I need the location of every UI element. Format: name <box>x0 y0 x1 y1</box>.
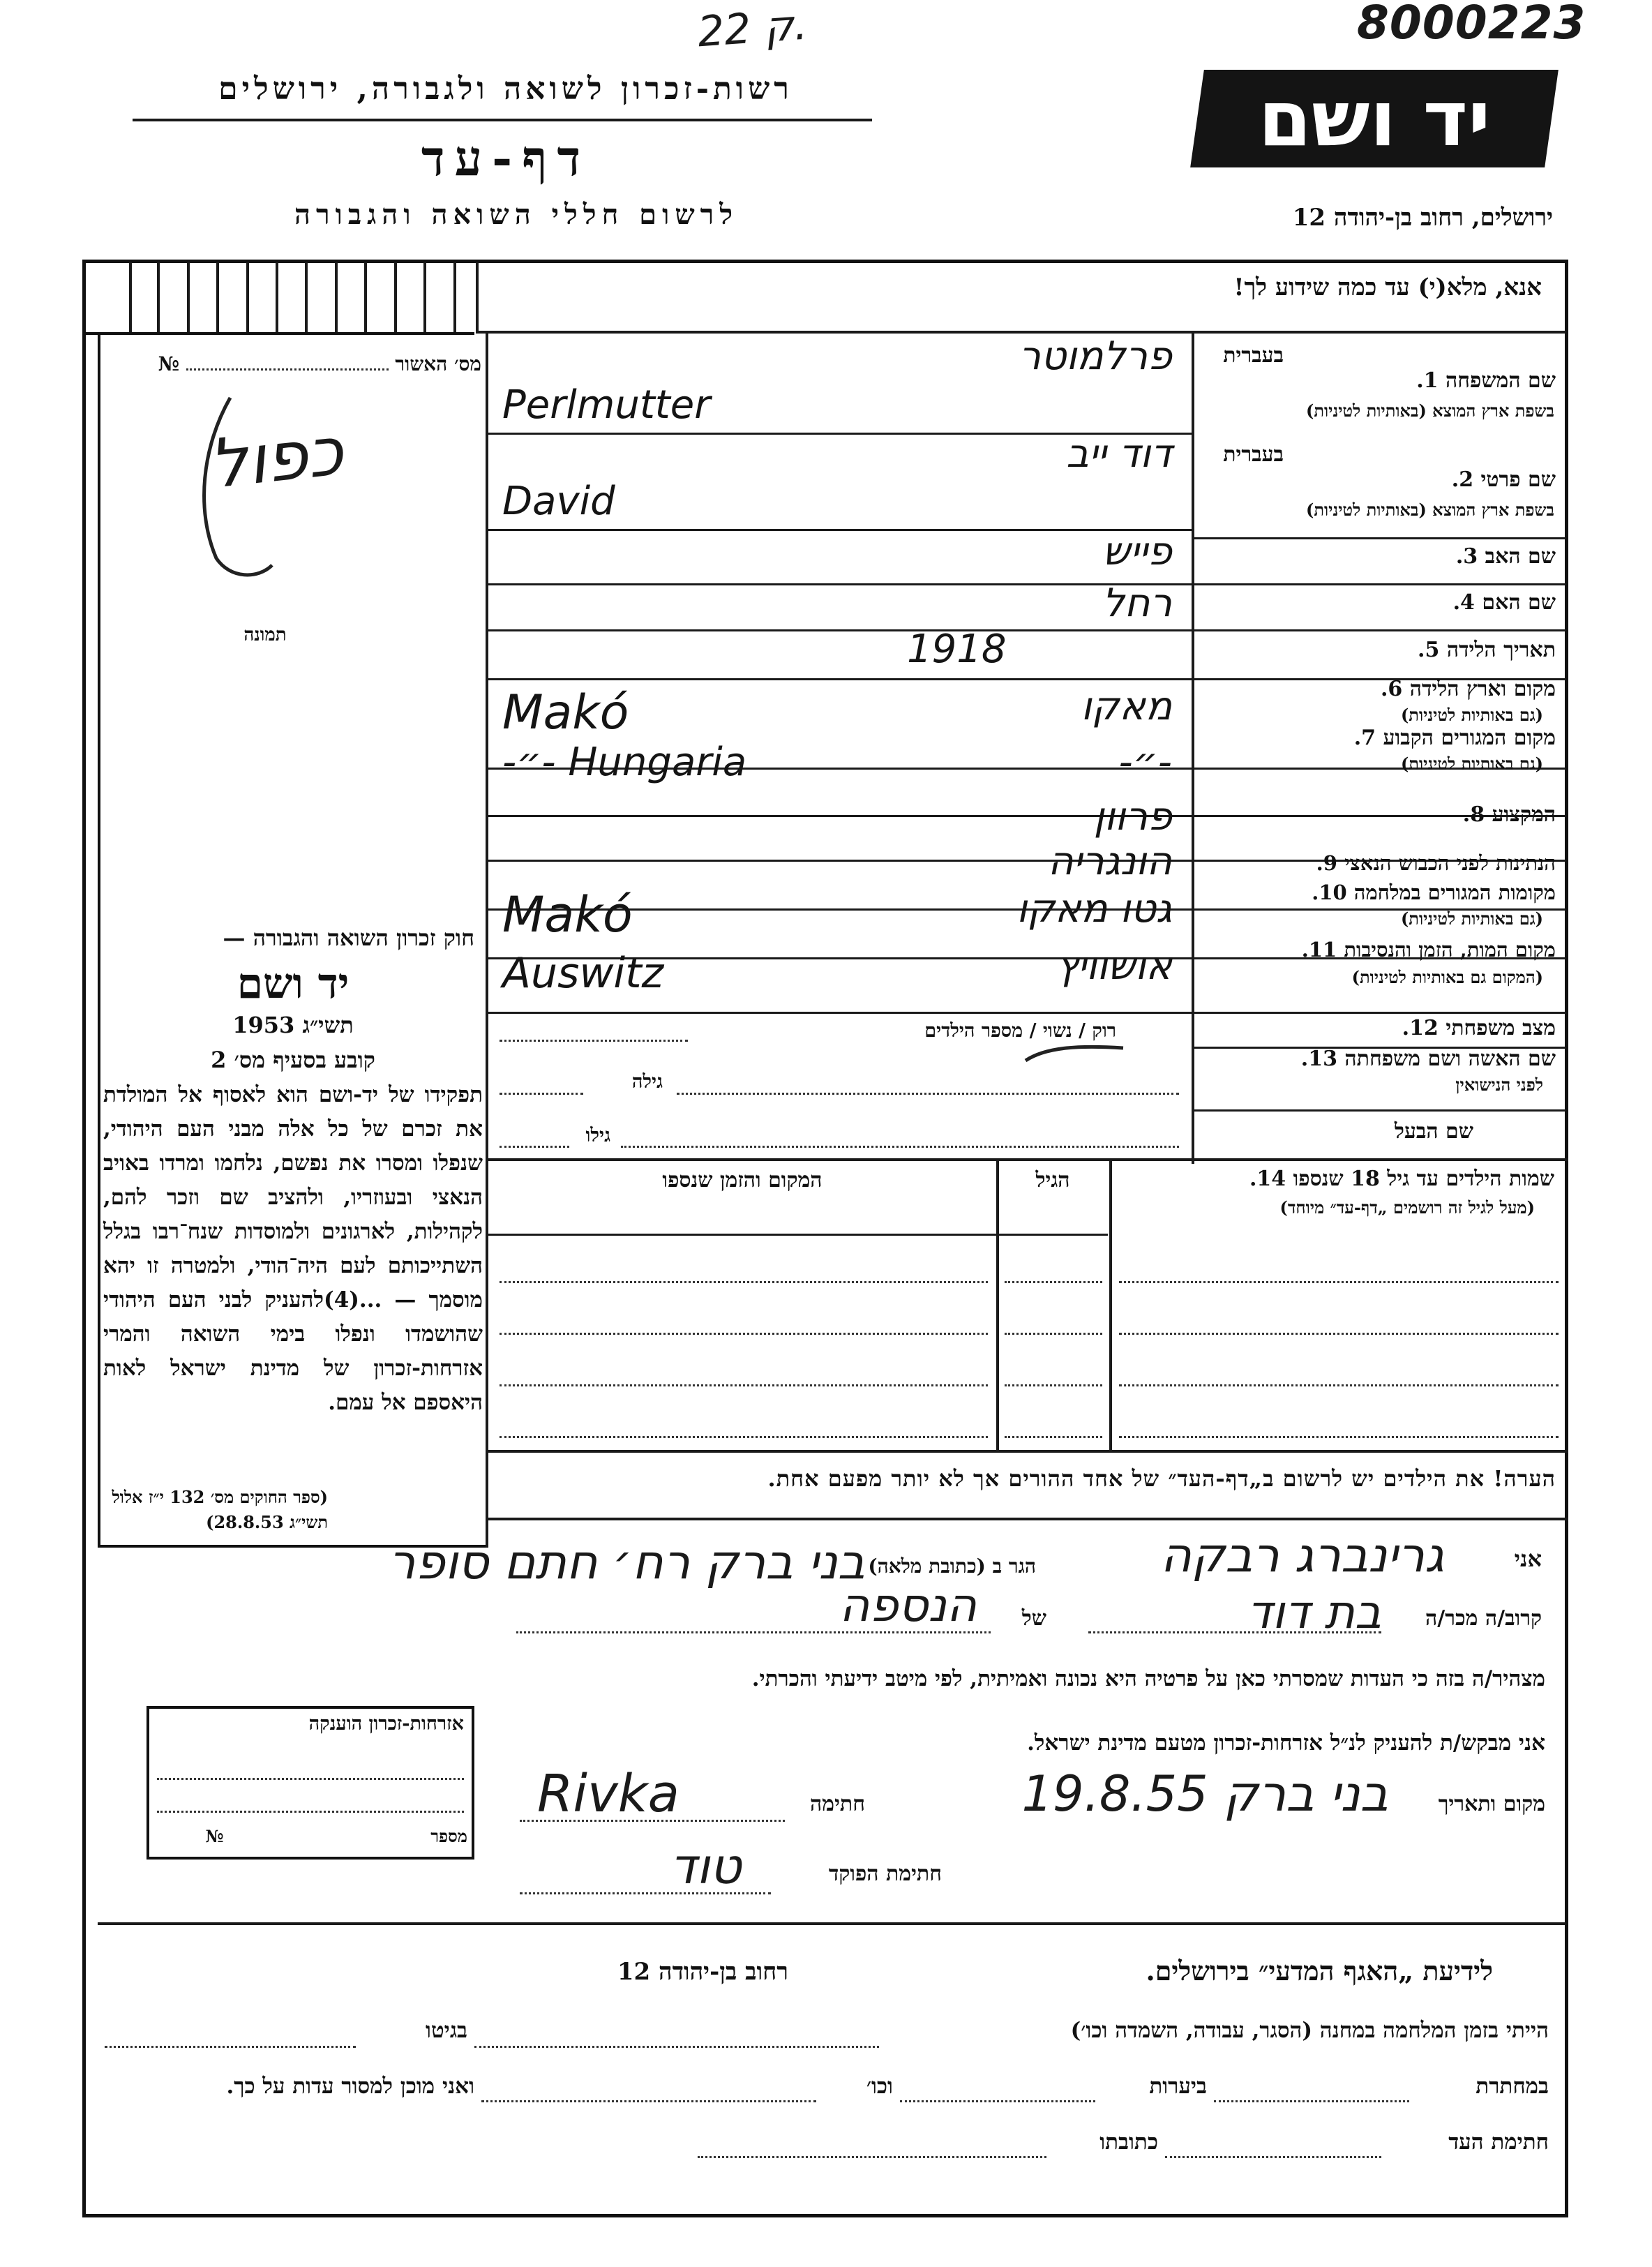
handwritten-bracket <box>188 391 286 586</box>
witness-address-value: בני ברק רח׳ חתם סופר <box>389 1535 865 1590</box>
field6-sub: (גם באותיות לטיניות) <box>1400 705 1543 725</box>
org-line: רשות-זכרון לשואה ולגבורה, ירושלים <box>218 71 793 107</box>
citizenship-number <box>153 1826 467 1847</box>
witness-address-label: הגר ב (כתובת מלאה) <box>868 1555 1036 1578</box>
nationality-value: הונגריה <box>1047 839 1172 884</box>
id-tick-boxes <box>84 262 474 335</box>
children-col-place: המקום והזמן שנספו <box>662 1168 823 1192</box>
law-title: חוק זכרון השואה והגבורה — <box>223 925 474 951</box>
form-subtitle: לרשום חללי השואה והגבורה <box>294 198 739 231</box>
children-title: שמות הילדים עד גיל 18 שנספו 14. <box>1249 1167 1554 1191</box>
stamp-file-number: 22 ק. <box>696 0 809 57</box>
logo-text: יד ושם <box>1258 74 1491 163</box>
footer-ready-testify: ואני מוכן למסור עדות על כך. <box>226 2074 474 2099</box>
intro-instruction: אנא, מלא(י) עד כמה שידוע לך! <box>1233 274 1542 301</box>
deceased-ref-value: הנספה <box>839 1578 977 1632</box>
marital-status-mark <box>1019 1040 1130 1068</box>
note-line: הערה! את הילדים יש לרשום ב„דף-העד״ של אחד ההורים אך לא יותר מפעם אחת. <box>767 1465 1556 1492</box>
wartime-residence-latin-value: Makó <box>502 886 633 943</box>
children-col-age: הגיל <box>1035 1168 1070 1192</box>
signature-label: חתימה <box>810 1792 865 1816</box>
field6-label: מקום וארץ הלידה 6. <box>1380 677 1556 701</box>
approval-no-label: מס׳ האשור <box>395 352 481 375</box>
surname-latin-value: Perlmutter <box>502 382 711 428</box>
death-place-latin-value: Auswitz <box>502 949 664 998</box>
law-text: תפקידו של יד-ושם הוא לאסוף אל המולדת את זכרם של כל אלה מבני העם היהודי, שנפלו ומסרו את נפשם, נלחמו ומרדו באויב הנאצי ובעוזריו, ולהציב שם וזכר להם, לקהילות, לארגונים ולמוסדות שנח־רבו בגלל השתייכותם לעם היה־הודי, ולמטרה זו יהא מוסמך — ...(4)להעניק לבני העם היהודי שהושמדו ונפלו בימי השואה והמרי אזרחות-זכרון של מדינת ישראל לאות היאספם אל עמם. <box>103 1082 483 1415</box>
field4-label: שם האם 4. <box>1452 590 1556 615</box>
relation-label: קרוב/ה מכר/ה <box>1425 1606 1542 1631</box>
mother-name-value: רחל <box>1102 581 1172 626</box>
surname-hebrew-value: פרלמוטר <box>1019 334 1172 379</box>
field2-label: שם פרטי 2. <box>1451 467 1556 492</box>
witness-signature: Rivka <box>537 1764 679 1824</box>
field13-label: שם האשה ושם משפחתה 13. <box>1300 1047 1556 1071</box>
husband-name-label: שם הבעל <box>1394 1119 1473 1144</box>
wartime-residence-hebrew-value: גטו מאקו <box>1016 886 1172 932</box>
photo-label: תמונה <box>243 624 287 645</box>
death-place-hebrew-value: אושוויץ <box>1056 943 1172 989</box>
profession-value: פרוון <box>1093 794 1172 839</box>
declaration-i-label: אני <box>1514 1546 1542 1572</box>
field13-sub: לפני הנישואין <box>1455 1075 1543 1095</box>
handwritten-duplicate-note: כפול <box>205 412 347 504</box>
officer-signature-label: חתימת הפוקד <box>828 1862 942 1886</box>
header-address: ירושלים, רחוב בן-יהודה 12 <box>1292 204 1553 232</box>
field1-hebrew-tag: בעברית <box>1223 343 1284 368</box>
of-label: של <box>1021 1606 1046 1631</box>
footer-line1: הייתי בזמן המלחמה במחנה (הסגר, עבודה, השמדה וכו׳) <box>1070 2018 1549 2043</box>
field1-sub: בשפת ארץ המוצא (באותיות לטיניות) <box>1306 401 1554 421</box>
footer-underground: במחתרת <box>1475 2074 1549 2099</box>
citizenship-number-sign: № <box>205 1826 224 1846</box>
relation-value: בת דוד <box>1247 1585 1381 1639</box>
field2-sub: בשפת ארץ המוצא (באותיות לטיניות) <box>1306 500 1554 520</box>
birthplace-latin-value: Makó <box>502 685 629 740</box>
approval-no-sign: № <box>158 352 179 375</box>
birthplace-hebrew-value: מאקו <box>1081 684 1172 729</box>
approval-no <box>105 352 481 376</box>
residence-latin-value: -״- Hungaria <box>502 740 747 785</box>
field7-sub: (גם באותיות לטיניות) <box>1400 754 1543 774</box>
law-reference: (ספר החוקים מס׳ 132 י״ז אלול תשי״ג 28.8.53) <box>112 1487 328 1532</box>
field10-label: מקומות המגורים במלחמה 10. <box>1312 881 1556 904</box>
footer-witness-signature: חתימת העד <box>1448 2130 1549 2155</box>
footer-title: לידיעת „האגף המדעי״ בירושלים. <box>1146 1955 1493 1987</box>
father-name-value: פייש <box>1102 529 1172 574</box>
stamp-record-number: 8000223 <box>1357 0 1586 50</box>
field1-label: שם המשפחה 1. <box>1416 368 1556 393</box>
footer-etc: וכו׳ <box>866 2074 893 2099</box>
wife-age-label: גילה <box>631 1071 663 1093</box>
place-date-value: בני ברק 19.8.55 <box>1021 1765 1388 1823</box>
place-date-label: מקום ותאריך <box>1438 1792 1545 1816</box>
footer-witness-address: כתובתו <box>1099 2130 1158 2155</box>
field8-label: המקצוע 8. <box>1462 802 1556 827</box>
field7-label: מקום המגורים הקבוע 7. <box>1353 726 1556 750</box>
footer-forests: ביערות <box>1149 2074 1207 2099</box>
field2-hebrew-tag: בעברית <box>1223 442 1284 467</box>
field5-label: תאריך הלידה 5. <box>1418 638 1556 662</box>
firstname-hebrew-value: דוד ייב <box>1066 431 1172 477</box>
citizenship-box-title: אזרחות-זכרון הוענקה <box>308 1713 464 1735</box>
firstname-latin-value: David <box>502 479 615 524</box>
birth-date-value: 1918 <box>907 627 1007 672</box>
footer-line1-end: בגיטו <box>426 2018 467 2043</box>
citizenship-number-label: מספר <box>430 1826 467 1846</box>
field3-label: שם האב 3. <box>1455 544 1556 569</box>
children-note: (מעל לגיל זה רושמים „דף-עד״ מיוחד) <box>1279 1197 1535 1218</box>
officer-signature: טוד <box>670 1838 742 1895</box>
citizenship-request-text: אני מבקש/ת להעניק לנ״ל אזרחות-זכרון מטעם מדינת ישראל. <box>1027 1730 1545 1756</box>
residence-hebrew-value: -״- <box>1118 740 1172 785</box>
footer-address: רחוב בן-יהודה 12 <box>617 1958 788 1986</box>
law-clause: קובע בסעיף מס׳ 2 <box>211 1047 375 1073</box>
field11-label: מקום המות, הזמן והנסיבות 11. <box>1301 938 1556 962</box>
field10-sub: (גם באותיות לטיניות) <box>1400 908 1543 929</box>
law-name: יד ושם <box>236 959 350 1008</box>
marital-status-options: רוק / נשוי / מספר הילדים <box>924 1020 1116 1042</box>
field9-label: הנתינות לפני הכבוש הנאצי 9. <box>1316 851 1556 875</box>
husband-age-label: גילו <box>585 1125 610 1146</box>
law-year: תשי״ג 1953 <box>232 1012 354 1038</box>
witness-name-value: גרינברג רבקה <box>1160 1528 1444 1583</box>
field11-sub: (המקום גם באותיות לטיניות) <box>1351 967 1543 987</box>
field12-label: מצב משפחתי 12. <box>1402 1016 1556 1040</box>
form-title: דף-עד <box>421 129 591 187</box>
declaration-text: מצהיר/ה בזה כי העדות שמסרתי כאן על פרטיה היא נכונה ואמיתית, לפי מיטב ידיעתי והכרתי. <box>751 1666 1545 1691</box>
